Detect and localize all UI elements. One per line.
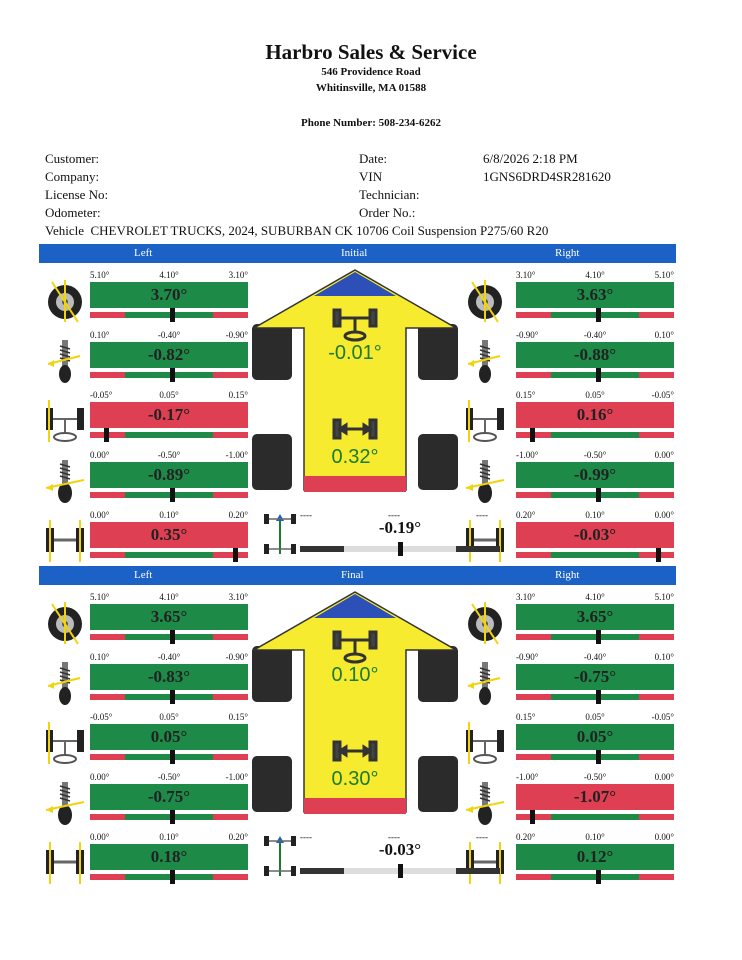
front-total-toe-value: 0.10° xyxy=(331,664,379,686)
toe-steering-icon xyxy=(44,398,86,444)
left-caster-ticks xyxy=(90,330,248,342)
left-camber-ticks xyxy=(90,592,248,604)
right-toe-pointer xyxy=(530,428,535,442)
left-camber-scale xyxy=(90,634,248,640)
right-total-toe-pointer xyxy=(656,548,661,562)
right-camber-pointer xyxy=(596,630,601,644)
thrust-angle-icon xyxy=(262,834,304,880)
left-toe-gauge xyxy=(90,390,248,446)
section-right-label: Right xyxy=(555,247,580,259)
left-caster-tick-label: -0.40° xyxy=(157,330,181,340)
right-total-toe-ticks xyxy=(516,832,674,844)
left-total-toe-scale xyxy=(90,552,248,558)
right-sai-tick-label: -1.00° xyxy=(516,450,539,460)
right-total-toe-scale xyxy=(516,552,674,558)
left-toe-tick-label: -0.05° xyxy=(90,712,113,722)
company-label: Company: xyxy=(45,169,100,184)
right-toe-tick-label: 0.15° xyxy=(516,712,536,722)
left-toe-scale xyxy=(90,754,248,760)
right-sai-tick-label: -0.50° xyxy=(583,772,607,782)
total-toe-axle-icon xyxy=(44,518,86,564)
truck-diagram xyxy=(252,268,458,504)
right-total-toe-tick-label: 0.00° xyxy=(654,832,674,842)
shop-phone xyxy=(0,117,742,129)
left-toe-tick-label: -0.05° xyxy=(90,390,113,400)
left-caster-pointer xyxy=(170,690,175,704)
left-total-toe-tick-label: 0.00° xyxy=(90,832,110,842)
right-camber-tick-label: 5.10° xyxy=(654,592,674,602)
left-caster-value: -0.82° xyxy=(90,342,248,368)
right-caster-ticks xyxy=(516,330,674,342)
left-total-toe-tick-label: 0.10° xyxy=(159,510,179,520)
left-caster-scale xyxy=(90,372,248,378)
right-sai-ticks xyxy=(516,772,674,784)
section-right-label: Right xyxy=(555,569,580,581)
right-camber-tick-label: 3.10° xyxy=(516,592,536,602)
left-toe-value: 0.05° xyxy=(90,724,248,750)
front-marker xyxy=(314,594,396,618)
right-camber-tick-label: 4.10° xyxy=(585,592,605,602)
front-total-toe-value: -0.01° xyxy=(328,342,382,364)
right-camber-tick-label: 4.10° xyxy=(585,270,605,280)
section-title: Final xyxy=(341,569,364,581)
right-toe-tick-label: 0.05° xyxy=(585,712,605,722)
right-caster-tick-label: 0.10° xyxy=(654,652,674,662)
order-label: Order No.: xyxy=(359,205,416,220)
left-toe-gauge xyxy=(90,712,248,768)
left-caster-ticks xyxy=(90,652,248,664)
left-toe-tick-label: 0.05° xyxy=(159,712,179,722)
left-camber-tick-label: 5.10° xyxy=(90,592,110,602)
right-total-toe-gauge xyxy=(516,510,674,566)
right-caster-value: -0.75° xyxy=(516,664,674,690)
right-sai-tick-label: 0.00° xyxy=(654,772,674,782)
shop-address-line2: Whitinsville, MA 01588 xyxy=(315,82,427,94)
toe-steering-icon xyxy=(464,720,506,766)
sai-strut-icon xyxy=(44,458,86,504)
shop-name: Harbro Sales & Service xyxy=(265,40,477,64)
right-toe-tick-label: 0.15° xyxy=(516,390,536,400)
left-sai-ticks xyxy=(90,772,248,784)
toe-steering-icon xyxy=(44,720,86,766)
right-sai-pointer xyxy=(596,488,601,502)
left-total-toe-tick-label: 0.20° xyxy=(228,832,248,842)
right-sai-scale xyxy=(516,814,674,820)
left-camber-scale xyxy=(90,312,248,318)
thrust-tick-label: ---- xyxy=(476,510,488,520)
left-total-toe-tick-label: 0.20° xyxy=(228,510,248,520)
left-toe-pointer xyxy=(104,428,109,442)
left-toe-ticks xyxy=(90,712,248,724)
thrust-tick-label: ---- xyxy=(388,510,400,520)
thrust-tick-label: ---- xyxy=(300,832,312,842)
rear-total-toe-value: 0.32° xyxy=(331,446,379,468)
right-sai-gauge xyxy=(516,772,674,828)
caster-strut-icon xyxy=(464,338,506,384)
left-camber-tick-label: 3.10° xyxy=(228,270,248,280)
license-label: License No: xyxy=(45,187,109,202)
technician-label: Technician: xyxy=(359,187,420,202)
left-toe-pointer xyxy=(170,750,175,764)
left-sai-tick-label: -0.50° xyxy=(157,450,181,460)
left-total-toe-tick-label: 0.00° xyxy=(90,510,110,520)
right-caster-pointer xyxy=(596,368,601,382)
left-caster-tick-label: 0.10° xyxy=(90,652,110,662)
left-sai-scale xyxy=(90,814,248,820)
thrust-pointer xyxy=(398,542,403,556)
right-toe-value: 0.16° xyxy=(516,402,674,428)
vehicle-row xyxy=(45,223,548,239)
right-toe-ticks xyxy=(516,390,674,402)
left-sai-tick-label: 0.00° xyxy=(90,450,110,460)
left-camber-tick-label: 3.10° xyxy=(228,592,248,602)
right-camber-ticks xyxy=(516,270,674,282)
caster-strut-icon xyxy=(44,338,86,384)
camber-wheel-icon xyxy=(464,278,506,324)
right-toe-gauge xyxy=(516,390,674,446)
right-total-toe-scale xyxy=(516,874,674,880)
right-camber-gauge xyxy=(516,270,674,326)
right-toe-scale xyxy=(516,754,674,760)
right-sai-value: -1.07° xyxy=(516,784,674,810)
right-total-toe-tick-label: 0.10° xyxy=(585,832,605,842)
right-total-toe-tick-label: 0.20° xyxy=(516,510,536,520)
vin-label: VIN xyxy=(359,169,383,184)
caster-strut-icon xyxy=(464,660,506,706)
right-sai-tick-label: 0.00° xyxy=(654,450,674,460)
date-value: 6/8/2026 2:18 PM xyxy=(483,151,578,166)
right-sai-scale xyxy=(516,492,674,498)
sai-strut-icon xyxy=(44,780,86,826)
vehicle-value: CHEVROLET TRUCKS, 2024, SUBURBAN CK 10706 Coil Suspension P275/60 R20 xyxy=(90,223,549,238)
right-caster-scale xyxy=(516,694,674,700)
left-caster-tick-label: -0.90° xyxy=(225,652,248,662)
left-total-toe-value: 0.18° xyxy=(90,844,248,870)
thrust-angle-gauge xyxy=(300,832,500,882)
left-camber-value: 3.70° xyxy=(90,282,248,308)
left-sai-scale xyxy=(90,492,248,498)
right-sai-gauge xyxy=(516,450,674,506)
right-caster-gauge xyxy=(516,330,674,386)
left-sai-tick-label: -1.00° xyxy=(225,772,248,782)
left-total-toe-tick-label: 0.10° xyxy=(159,832,179,842)
left-camber-gauge xyxy=(90,592,248,648)
left-camber-ticks xyxy=(90,270,248,282)
section-bar-initial xyxy=(39,244,676,263)
left-sai-tick-label: -0.50° xyxy=(157,772,181,782)
left-total-toe-gauge xyxy=(90,832,248,888)
left-sai-gauge xyxy=(90,772,248,828)
right-camber-scale xyxy=(516,312,674,318)
left-camber-gauge xyxy=(90,270,248,326)
left-toe-tick-label: 0.15° xyxy=(228,712,248,722)
right-toe-gauge xyxy=(516,712,674,768)
right-total-toe-gauge xyxy=(516,832,674,888)
left-caster-pointer xyxy=(170,368,175,382)
thrust-angle-gauge xyxy=(300,510,500,560)
camber-wheel-icon xyxy=(464,600,506,646)
truck-diagram xyxy=(252,590,458,826)
right-caster-tick-label: 0.10° xyxy=(654,330,674,340)
right-total-toe-value: 0.12° xyxy=(516,844,674,870)
right-toe-scale xyxy=(516,432,674,438)
left-sai-ticks xyxy=(90,450,248,462)
right-camber-value: 3.65° xyxy=(516,604,674,630)
left-caster-gauge xyxy=(90,652,248,708)
right-caster-tick-label: -0.40° xyxy=(583,652,607,662)
sai-strut-icon xyxy=(464,458,506,504)
rear-bumper xyxy=(304,476,406,492)
right-toe-value: 0.05° xyxy=(516,724,674,750)
right-camber-value: 3.63° xyxy=(516,282,674,308)
customer-label: Customer: xyxy=(45,151,100,166)
odometer-label: Odometer: xyxy=(45,205,101,220)
right-caster-scale xyxy=(516,372,674,378)
right-caster-ticks xyxy=(516,652,674,664)
left-toe-tick-label: 0.05° xyxy=(159,390,179,400)
right-camber-ticks xyxy=(516,592,674,604)
section-left-label: Left xyxy=(134,247,153,259)
right-sai-tick-label: -1.00° xyxy=(516,772,539,782)
right-camber-gauge xyxy=(516,592,674,648)
left-total-toe-ticks xyxy=(90,832,248,844)
right-caster-tick-label: -0.40° xyxy=(583,330,607,340)
left-toe-value: -0.17° xyxy=(90,402,248,428)
left-caster-value: -0.83° xyxy=(90,664,248,690)
right-toe-pointer xyxy=(596,750,601,764)
left-toe-tick-label: 0.15° xyxy=(228,390,248,400)
section-left-label: Left xyxy=(134,569,153,581)
right-sai-value: -0.99° xyxy=(516,462,674,488)
front-marker xyxy=(314,272,396,296)
total-toe-axle-icon xyxy=(44,840,86,886)
thrust-angle-icon xyxy=(262,512,304,558)
right-caster-value: -0.88° xyxy=(516,342,674,368)
left-toe-scale xyxy=(90,432,248,438)
right-toe-ticks xyxy=(516,712,674,724)
left-total-toe-value: 0.35° xyxy=(90,522,248,548)
right-total-toe-ticks xyxy=(516,510,674,522)
caster-strut-icon xyxy=(44,660,86,706)
left-sai-value: -0.75° xyxy=(90,784,248,810)
right-camber-pointer xyxy=(596,308,601,322)
sai-strut-icon xyxy=(464,780,506,826)
left-sai-pointer xyxy=(170,810,175,824)
thrust-tick-label: ---- xyxy=(388,832,400,842)
left-total-toe-pointer xyxy=(170,870,175,884)
left-total-toe-gauge xyxy=(90,510,248,566)
left-caster-tick-label: -0.90° xyxy=(225,330,248,340)
left-caster-tick-label: -0.40° xyxy=(157,652,181,662)
vin-value: 1GNS6DRD4SR281620 xyxy=(483,169,611,184)
right-caster-gauge xyxy=(516,652,674,708)
rear-total-toe-value: 0.30° xyxy=(331,768,379,790)
vehicle-label: Vehicle xyxy=(45,223,84,238)
rear-bumper xyxy=(304,798,406,814)
right-sai-pointer xyxy=(530,810,535,824)
left-sai-pointer xyxy=(170,488,175,502)
left-toe-ticks xyxy=(90,390,248,402)
left-camber-pointer xyxy=(170,308,175,322)
right-total-toe-pointer xyxy=(596,870,601,884)
left-camber-pointer xyxy=(170,630,175,644)
right-toe-tick-label: -0.05° xyxy=(651,712,674,722)
right-total-toe-tick-label: 0.10° xyxy=(585,510,605,520)
left-camber-tick-label: 4.10° xyxy=(159,270,179,280)
phone-label: Phone Number: xyxy=(301,117,376,129)
thrust-tick-label: ---- xyxy=(476,832,488,842)
right-toe-tick-label: -0.05° xyxy=(651,390,674,400)
left-camber-tick-label: 5.10° xyxy=(90,270,110,280)
left-total-toe-ticks xyxy=(90,510,248,522)
section-title: Initial xyxy=(341,247,368,259)
left-total-toe-scale xyxy=(90,874,248,880)
date-label: Date: xyxy=(359,151,388,166)
camber-wheel-icon xyxy=(44,600,86,646)
left-sai-gauge xyxy=(90,450,248,506)
left-sai-tick-label: -1.00° xyxy=(225,450,248,460)
right-caster-tick-label: -0.90° xyxy=(516,652,539,662)
left-camber-tick-label: 4.10° xyxy=(159,592,179,602)
toe-steering-icon xyxy=(464,398,506,444)
left-camber-value: 3.65° xyxy=(90,604,248,630)
left-caster-scale xyxy=(90,694,248,700)
left-caster-tick-label: 0.10° xyxy=(90,330,110,340)
right-camber-tick-label: 5.10° xyxy=(654,270,674,280)
thrust-angle-value: -0.19° xyxy=(378,518,422,537)
right-total-toe-tick-label: 0.00° xyxy=(654,510,674,520)
left-total-toe-pointer xyxy=(233,548,238,562)
right-camber-scale xyxy=(516,634,674,640)
right-sai-tick-label: -0.50° xyxy=(583,450,607,460)
shop-address-line1: 546 Providence Road xyxy=(321,66,421,78)
right-sai-ticks xyxy=(516,450,674,462)
right-total-toe-value: -0.03° xyxy=(516,522,674,548)
thrust-pointer xyxy=(398,864,403,878)
left-sai-value: -0.89° xyxy=(90,462,248,488)
right-caster-pointer xyxy=(596,690,601,704)
right-total-toe-tick-label: 0.20° xyxy=(516,832,536,842)
right-camber-tick-label: 3.10° xyxy=(516,270,536,280)
camber-wheel-icon xyxy=(44,278,86,324)
phone-value: 508-234-6262 xyxy=(378,117,441,129)
left-sai-tick-label: 0.00° xyxy=(90,772,110,782)
right-toe-tick-label: 0.05° xyxy=(585,390,605,400)
right-caster-tick-label: -0.90° xyxy=(516,330,539,340)
thrust-angle-value: -0.03° xyxy=(378,840,422,859)
left-caster-gauge xyxy=(90,330,248,386)
thrust-tick-label: ---- xyxy=(300,510,312,520)
section-bar-final xyxy=(39,566,676,585)
